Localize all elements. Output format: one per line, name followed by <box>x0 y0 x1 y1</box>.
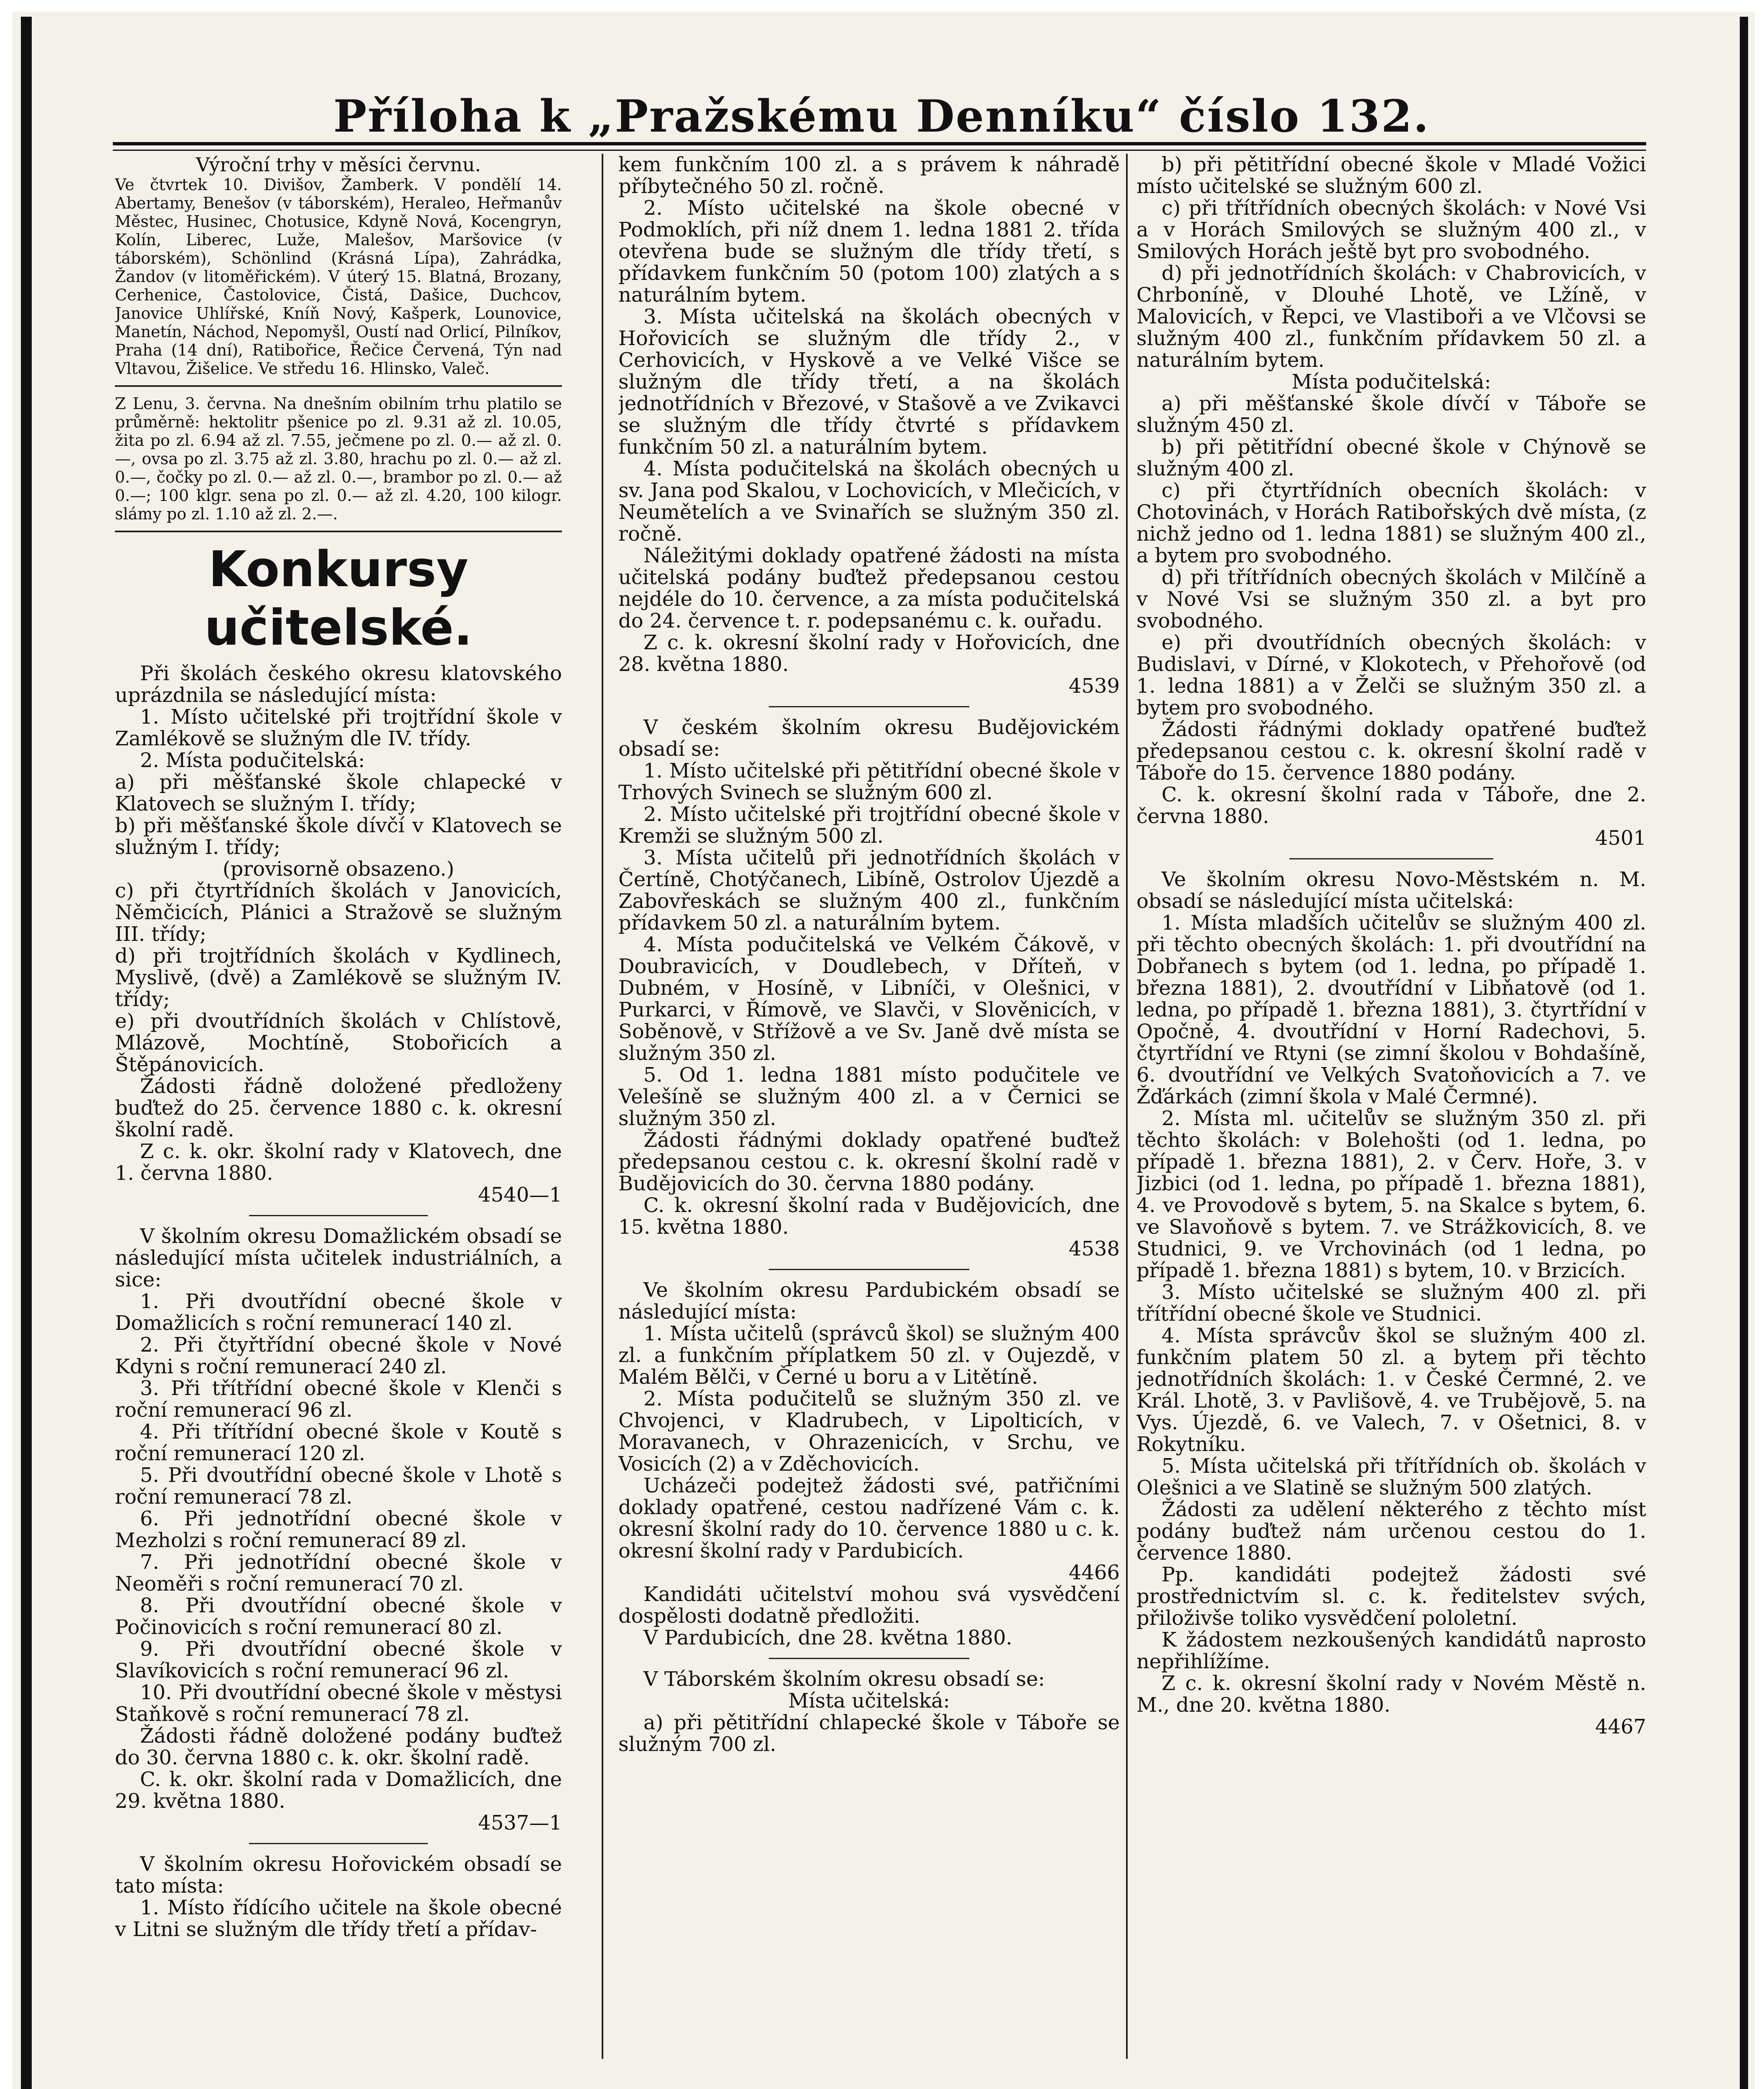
paragraph: Žádosti za udělení některého z těchto míst podány buďtež nám určenou cestou do 1. července 1880. <box>1136 1498 1646 1565</box>
paragraph: 5. Místa učitelská při třítřídních ob. školách v Olešnici a ve Slatině se služným 500 zlatých. <box>1136 1454 1646 1499</box>
paragraph: Ve školním okresu Novo-Městském n. M. obsadí se následující místa učitelská: <box>1136 868 1646 913</box>
paragraph: Z c. k. okresní školní rady v Novém Městě n. M., dne 20. května 1880. <box>1136 1672 1646 1717</box>
reference-number: 4466 <box>1068 1561 1120 1584</box>
paragraph: a) při měšťanské škole chlapecké v Klatovech se služným I. třídy; <box>115 770 562 816</box>
paragraph: 2. Místo učitelské na škole obecné v Podmoklích, při níž dnem 1. ledna 1881 2. třída otevřena bude se služným dle třídy třetí, s přídavkem funkčním 50 (potom 100) zlatých a s naturálním bytem. <box>618 196 1120 307</box>
paragraph: V školním okresu Hořovickém obsadí se tato místa: <box>115 1853 562 1898</box>
paragraph: d) při trojtřídních školách v Kydlinech, Myslivě, (dvě) a Zamlékově se služným IV. třídy; <box>115 944 562 1011</box>
markets-text: Ve čtvrtek 10. Divišov, Žamberk. V pondělí 14. Abertamy, Benešov (v táborském), Heraleo, Heřmanův Městec, Husinec, Chotusice, Kdyně Nová, Kocengryn, Kolín, Liberec, Luže, Malešov, Maršovice (v táborském), Schönlind (Krásná Lípa), Zahrádka, Žandov (v litoměřickém). V úterý 15. Blatná, Brozany, Cerhenice, Častolovice, Čistá, Dašice, Duchcov, Janovice Uhlířské, Kníň Nový, Kašperk, Lounovice, Manetín, Náchod, Nepomyšl, Oustí nad Orlicí, Pilníkov, Praha (14 dní), Ratibořice, Řečice Červená, Týn nad Vltavou, Žišelice. Ve středu 16. Hlinsko, Valeč. <box>115 175 562 378</box>
reference-number: 4540—1 <box>478 1183 562 1207</box>
paragraph: c) při třítřídních obecných školách: v Nové Vsi a v Horách Smilových se služným 400 zl., v Smilových Horách ještě byt pro svobodného. <box>1136 196 1646 263</box>
column-divider <box>1126 154 1128 2059</box>
paragraph: Žádosti řádnými doklady opatřené buďtež předepsanou cestou c. k. okresní školní radě v Táboře do 15. července 1880 podány. <box>1136 718 1646 785</box>
paragraph: 1. Místo učitelské při trojtřídní škole v Zamlékově se služným dle IV. třídy. <box>115 705 562 750</box>
paragraph: 3. Místo učitelské se služným 400 zl. při třítřídní obecné škole ve Studnici. <box>1136 1281 1646 1326</box>
paragraph: Ucházeči podejtež žádosti své, patřičními doklady opatřené, cestou nadřízené Vám c. k. okresní školní rady do 10. července 1880 u c. k. okresní školní rady v Pardubicích. <box>618 1474 1120 1563</box>
paragraph: V českém školním okresu Budějovickém obsadí se: <box>618 716 1120 761</box>
paragraph: Náležitými doklady opatřené žádosti na místa učitelská podány buďtež předepsanou cestou nejdéle do 10. července, a za místa podučitelská do 24. července t. r. podepsanému c. k. ouřadu. <box>618 544 1120 633</box>
paragraph: Pp. kandidáti podejtež žádosti své prostřednictvím sl. c. k. ředitelstev svých, přiloživše toliko vysvědčení pololetní. <box>1136 1563 1646 1630</box>
paragraph: b) při měšťanské škole dívčí v Klatovech se služným I. třídy; <box>115 814 562 859</box>
paragraph: e) při dvoutřídních školách v Chlístově, Mlázově, Mochtíně, Stobořicích a Štěpánovicích. <box>115 1009 562 1076</box>
scan-edge-left <box>21 17 32 2089</box>
paragraph: 2. Při čtyřtřídní obecné škole v Nové Kdyni s roční remunerací 240 zl. <box>115 1333 562 1378</box>
paragraph: 9. Při dvoutřídní obecné škole v Slavíkovicích s roční remunerací 96 zl. <box>115 1637 562 1682</box>
section-heading: Konkursy učitelské. <box>204 540 473 656</box>
paragraph: b) při pětitřídní obecné škole v Chýnově se služným 400 zl. <box>1136 435 1646 480</box>
paragraph: e) při dvoutřídních obecných školách: v Budislavi, v Dírné, v Klokotech, v Přehořově (od 1. ledna 1881) a v Želči se služným 350 zl. a bytem pro svobodného. <box>1136 631 1646 719</box>
paragraph: d) při třítřídních obecných školách v Milčíně a v Nové Vsi se služným 350 zl. a byt pro svobodného. <box>1136 566 1646 633</box>
paragraph: 7. Při jednotřídní obecné škole v Neoměři s roční remunerací 70 zl. <box>115 1550 562 1596</box>
reference-number: 4538 <box>1068 1237 1120 1261</box>
reference-number: 4501 <box>1595 826 1646 850</box>
paragraph: Při školách českého okresu klatovského uprázdnila se následující místa: <box>115 662 562 707</box>
paragraph: Ve školním okresu Pardubickém obsadí se následující místa: <box>618 1278 1120 1324</box>
paragraph: 6. Při jednotřídní obecné škole v Mezholzi s roční remunerací 89 zl. <box>115 1507 562 1552</box>
paragraph: 2. Místa podučitelská: <box>140 749 365 772</box>
divider <box>249 1843 428 1844</box>
paragraph: 4. Místa podučitelská na školách obecných u sv. Jana pod Skalou, v Lochovicích, v Mlečicích, v Neumětelích a ve Svinařích se služným 350 zl. ročně. <box>618 457 1120 546</box>
paragraph: Místa podučitelská: <box>1291 370 1491 394</box>
paragraph: Kandidáti učitelství mohou svá vysvědčení dospělosti dodatně předložiti. <box>618 1583 1120 1628</box>
paragraph: a) při pětitřídní chlapecké škole v Táboře se služným 700 zl. <box>618 1711 1120 1756</box>
paragraph: C. k. okresní školní rada v Táboře, dne 2. června 1880. <box>1136 783 1646 828</box>
paragraph: c) při čtyrtřídních obecních školách: v Chotovinách, v Horách Ratibořských dvě místa, (z nichž jedno od 1. ledna 1881) se služným 400 zl., a bytem pro svobodného. <box>1136 479 1646 567</box>
title-rule <box>113 142 1646 145</box>
paragraph: 1. Místo učitelské při pětitřídní obecné škole v Trhových Svinech se služným 600 zl. <box>618 759 1120 804</box>
paragraph: 4. Místa podučitelská ve Velkém Čákově, v Doubravicích, v Doudlebech, v Dříteň, v Dubném, v Hosíně, v Libníči, v Olešnici, v Purkarci, v Římově, ve Slavči, v Slověnicích, v Soběnově, v Střížově a ve Sv. Janě dvě místa se služným 350 zl. <box>618 933 1120 1065</box>
column-divider <box>602 154 603 2059</box>
paragraph: Místa učitelská: <box>788 1689 950 1713</box>
paragraph: 4. Místa správcův škol se služným 400 zl. funkčním platem 50 zl. a bytem při těchto jednotřídních školách: 1. v České Čermné, 2. ve Král. Lhotě, 3. v Pavlišově, 4. ve Trubějově, 5. na Vys. Újezdě, 6. ve Valech, 7. v Ošetnici, 8. v Rokytníku. <box>1136 1324 1646 1456</box>
paragraph: Z c. k. okresní školní rady v Hořovicích, dne 28. května 1880. <box>618 631 1120 676</box>
paragraph: Žádosti řádnými doklady opatřené buďtež předepsanou cestou c. k. okresní školní radě v Budějovicích do 30. června 1880 podány. <box>618 1128 1120 1195</box>
divider <box>769 706 969 707</box>
paragraph: C. k. okresní školní rada v Budějovicích, dne 15. května 1880. <box>618 1194 1120 1239</box>
paragraph: d) při jednotřídních školách: v Chabrovicích, v Chrboníně, v Dlouhé Lhotě, ve Lžíně, v Malovicích, v Řepci, ve Vlastiboři a ve Vlčovsi se služným 400 zl., funkčním přídavkem 50 zl. a naturálním bytem. <box>1136 262 1646 372</box>
paragraph: kem funkčním 100 zl. a s právem k náhradě příbytečného 50 zl. ročně. <box>618 154 1120 198</box>
paragraph: 8. Při dvoutřídní obecné škole v Počinovicích s roční remunerací 80 zl. <box>115 1594 562 1639</box>
markets-heading: Výroční trhy v měsíci červnu. <box>196 154 481 176</box>
paragraph: V školním okresu Domažlickém obsadí se následující místa učitelek industriálních, a sice: <box>115 1225 562 1291</box>
paragraph: V Pardubicích, dne 28. května 1880. <box>643 1626 1012 1649</box>
page-title: Příloha k „Pražskému Denníku“ číslo 132. <box>333 90 1430 142</box>
scan-edge-right <box>1740 17 1748 2089</box>
paragraph: (provisorně obsazeno.) <box>222 857 455 881</box>
divider <box>769 1658 969 1659</box>
reference-number: 4467 <box>1595 1715 1646 1738</box>
paragraph: C. k. okr. školní rada v Domažlicích, dne 29. května 1880. <box>115 1768 562 1813</box>
reference-number: 4539 <box>1068 674 1120 698</box>
title-rule-thin <box>113 150 1646 151</box>
paragraph: Žádosti řádně doložené podány buďtež do 30. června 1880 c. k. okr. školní radě. <box>115 1724 562 1769</box>
paragraph: 5. Od 1. ledna 1881 místo podučitele ve Velešíně se služným 400 zl. a v Černici se služným 350 zl. <box>618 1063 1120 1130</box>
paragraph: Z c. k. okr. školní rady v Klatovech, dne 1. června 1880. <box>115 1140 562 1185</box>
paragraph: b) při pětitřídní obecné škole v Mladé Vožici místo učitelské se služným 600 zl. <box>1136 154 1646 198</box>
paragraph: 1. Při dvoutřídní obecné škole v Domažlicích s roční remunerací 140 zl. <box>115 1290 562 1335</box>
paragraph: Žádosti řádně doložené předloženy buďtež do 25. července 1880 c. k. okresní školní radě. <box>115 1075 562 1141</box>
paragraph: V Táborském školním okresu obsadí se: <box>643 1667 1045 1691</box>
grain-market-text: Z Lenu, 3. června. Na dnešním obilním trhu platilo se průměrně: hektolitr pšenice po zl. 9.31 až zl. 10.05, žita po zl. 6.94 až zl. 7.55, ječmene po zl. 0.— až zl. 0.—, ovsa po zl. 3.75 až zl. 3.80, hrachu po zl. 0.— až zl. 0.—, čočky po zl. 0.— až zl. 0.—, brambor po zl. 0.— až 0.—; 100 klgr. sena po zl. 0.— až zl. 4.20, 100 kilogr. slámy po zl. 1.10 až zl. 2.—. <box>115 394 562 523</box>
paragraph: 2. Místo učitelské při trojtřídní obecné škole v Kremži se služným 500 zl. <box>618 803 1120 848</box>
paragraph: 2. Místa podučitelů se služným 350 zl. ve Chvojenci, v Kladrubech, v Lipolticích, v Moravanech, v Ohrazenicích, v Srchu, ve Vosicích (2) a v Zděchovicích. <box>618 1387 1120 1476</box>
divider <box>115 531 562 532</box>
paragraph: a) při měšťanské škole dívčí v Táboře se služným 450 zl. <box>1136 392 1646 437</box>
paragraph: 3. Místa učitelská na školách obecných v Hořovicích se služným dle třídy 2., v Cerhovicích, v Hyskově a ve Velké Višce se služným dle třídy třetí, a na školách jednotřídních v Březové, v Stašově a ve Zvikavci se služným dle třídy čtvrté s přídavkem funkčním 50 zl. a naturálním bytem. <box>618 305 1120 459</box>
paragraph: 4. Při třítřídní obecné škole v Koutě s roční remunerací 120 zl. <box>115 1420 562 1465</box>
divider <box>769 1269 969 1270</box>
divider <box>115 385 562 387</box>
paragraph: 5. Při dvoutřídní obecné škole v Lhotě s roční remunerací 78 zl. <box>115 1464 562 1509</box>
column-3 <box>1136 154 1646 2059</box>
paragraph: c) při čtyrtřídních školách v Janovicích, Němčicích, Plánici a Stražově se služným III. třídy; <box>115 879 562 946</box>
divider <box>249 1215 428 1216</box>
paragraph: 1. Místa mladších učitelův se služným 400 zl. při těchto obecných školách: 1. při dvoutřídní na Dobřanech s bytem (od 1. ledna, po případě 1. března 1881), 2. dvoutřídní v Libňatově (od 1. ledna, po případě 1. března 1881), 3. čtyrtřídní v Opočně, 4. dvoutřídní v Horní Radechovi, 5. čtyrtřídní ve Rtyni (se zimní školou v Bohdašíně, 6. dvoutřídní ve Velkých Svatoňovicích a 7. ve Žďárkách (zimní škola v Malé Čermné). <box>1136 911 1646 1108</box>
paragraph: 3. Místa učitelů při jednotřídních školách v Čertíně, Chotýčanech, Libíně, Ostrolov Újezdě a Zabovřeskách se služným 400 zl., funkčním přídavkem 50 zl. a naturálním bytem. <box>618 846 1120 935</box>
paragraph: 3. Při třítřídní obecné škole v Klenči s roční remunerací 96 zl. <box>115 1377 562 1422</box>
paragraph: 2. Místa ml. učitelův se služným 350 zl. při těchto školách: v Bolehošti (od 1. ledna, po případě 1. března 1881), 2. v Červ. Hoře, 3. v Jizbici (od 1. ledna, po případě 1. března 1881), 4. ve Provodově s bytem, 5. na Skalce s bytem, 6. ve Slavoňově s bytem. 7. ve Strážkovicích, 8. ve Studnici, 9. ve Vrchovinách (od 1 ledna, po případě 1. března 1881) s bytem, 10. v Brzicích. <box>1136 1107 1646 1282</box>
paragraph: 10. Při dvoutřídní obecné škole v městysi Staňkově s roční remunerací 78 zl. <box>115 1681 562 1726</box>
column-1 <box>115 154 562 2059</box>
paragraph: 1. Místo řídícího učitele na škole obecné v Litni se služným dle třídy třetí a přídav- <box>115 1896 562 1941</box>
reference-number: 4537—1 <box>478 1811 562 1835</box>
paragraph: 1. Místa učitelů (správců škol) se služným 400 zl. a funkčním příplatkem 50 zl. v Oujezdě, v Malém Bělči, v Černé u boru a v Litětíně. <box>618 1322 1120 1389</box>
paragraph: K žádostem nezkoušených kandidátů naprosto nepřihlížíme. <box>1136 1628 1646 1673</box>
divider <box>1289 858 1493 859</box>
column-2 <box>618 154 1120 2059</box>
